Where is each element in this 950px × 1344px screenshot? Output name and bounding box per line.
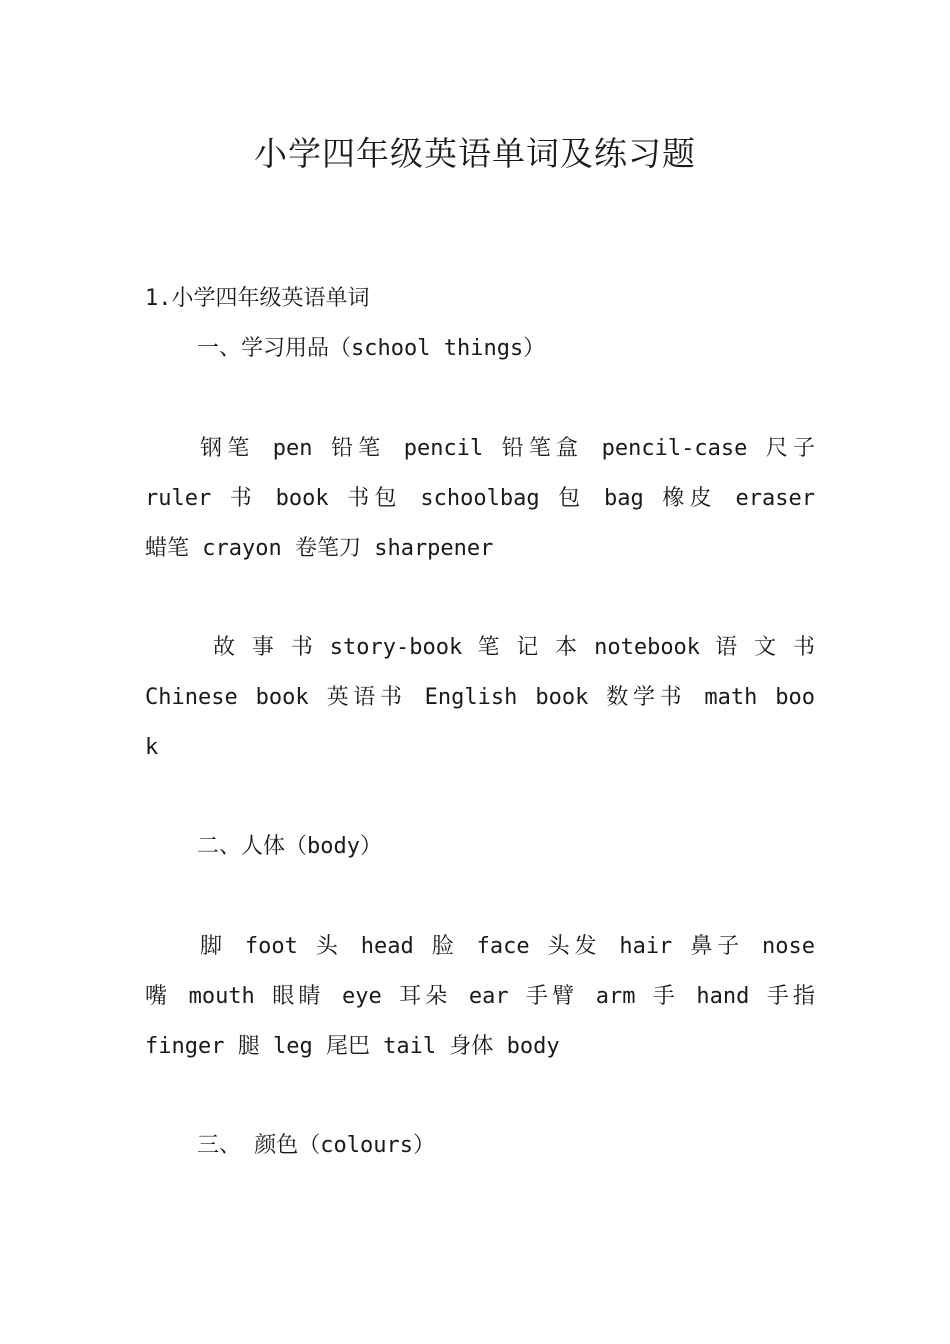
vocab-line: Chinese book 英语书 English book 数学书 math boo — [145, 685, 815, 710]
vocab-line: 蜡笔 crayon 卷笔刀 sharpener — [145, 536, 494, 561]
document-title: 小学四年级英语单词及练习题 — [254, 134, 696, 173]
vocab-line: 钢笔 pen 铅笔 pencil 铅笔盒 pencil-case 尺子 — [200, 436, 815, 461]
vocab-line: k — [145, 735, 159, 760]
category-heading-school-things: 一、学习用品（school things） — [197, 336, 546, 361]
vocab-line: 脚 foot 头 head 脸 face 头发 hair 鼻子 nose — [200, 934, 815, 959]
category-heading-colours: 三、 颜色（colours） — [197, 1133, 435, 1158]
section-heading: 1.小学四年级英语单词 — [145, 286, 370, 311]
category-heading-body: 二、人体（body） — [197, 834, 382, 859]
vocab-line: 故 事 书 story-book 笔 记 本 notebook 语 文 书 — [213, 635, 815, 660]
vocab-line: finger 腿 leg 尾巴 tail 身体 body — [145, 1034, 560, 1059]
vocab-line: 嘴 mouth 眼睛 eye 耳朵 ear 手臂 arm 手 hand 手指 — [145, 984, 815, 1009]
vocab-line: ruler 书 book 书包 schoolbag 包 bag 橡皮 eraser — [145, 486, 815, 511]
